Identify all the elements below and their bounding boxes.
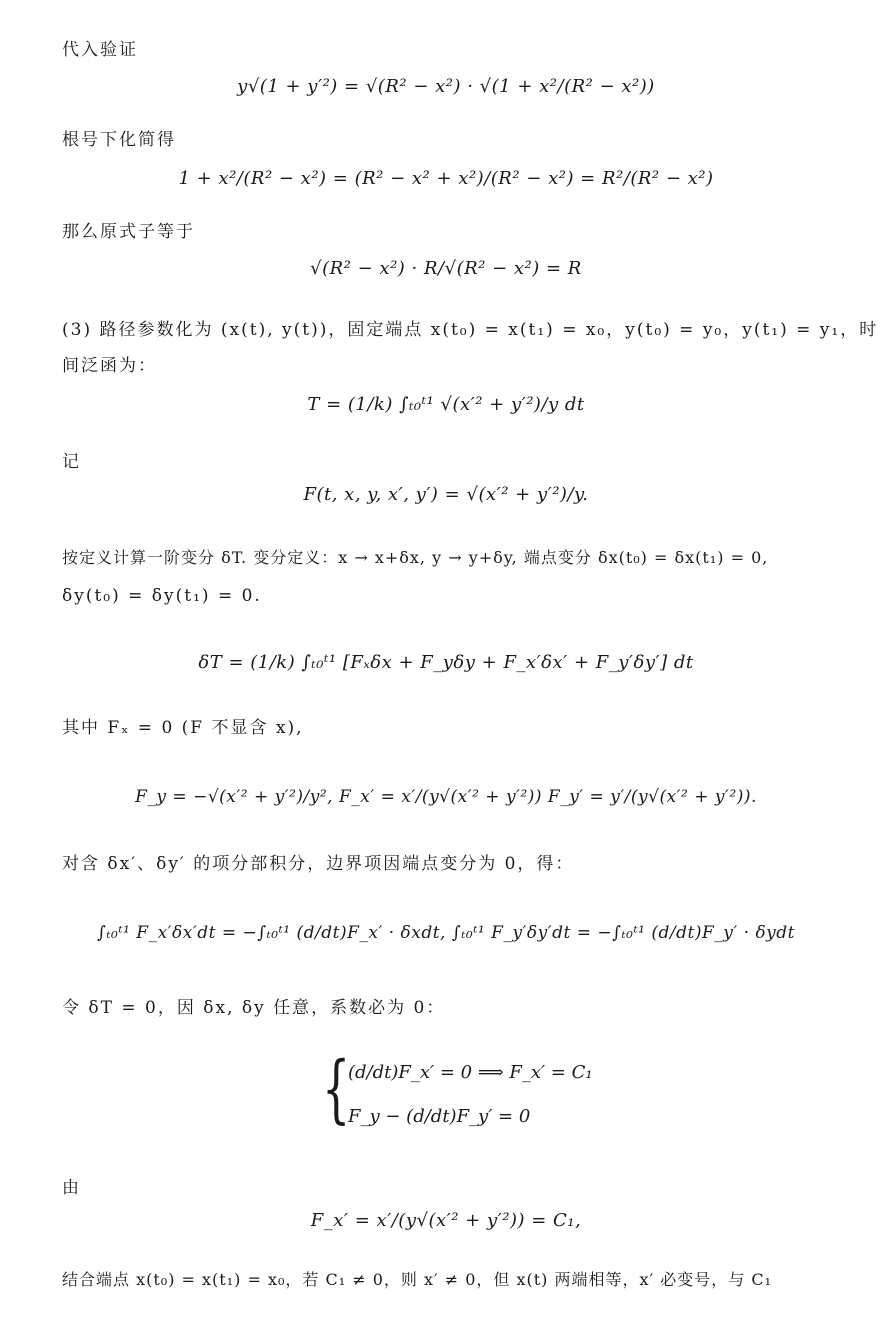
text-line: 结合端点 x(t₀) = x(t₁) = x₀，若 C₁ ≠ 0，则 x′ ≠ 0，但 x(t) 两端相等，x′ 必变号，与 C₁ xyxy=(62,1270,772,1289)
equation-system xyxy=(322,1044,652,1140)
equation: 1 + x²/(R² − x²) = (R² − x² + x²)/(R² − x²) = R²/(R² − x²) xyxy=(178,168,714,189)
text-line: 对含 δx′、δy′ 的项分部积分，边界项因端点变分为 0，得： xyxy=(62,854,575,874)
equation: F_x′ = x′/(y√(x′² + y′²)) = C₁, xyxy=(310,1210,582,1231)
equation: δT = (1/k) ∫ₜ₀ᵗ¹ [Fₓδx + F_yδy + F_x′δx′ + F_y′δy′] dt xyxy=(198,652,694,673)
equation: (d/dt)F_x′ = 0 ⟹ F_x′ = C₁ xyxy=(348,1062,593,1083)
text-line: 其中 Fₓ = 0 (F 不显含 x), xyxy=(62,718,304,738)
equation: F_y = −√(x′² + y′²)/y², F_x′ = x′/(y√(x′² + y′²)) F_y′ = y′/(y√(x′² + y′²)). xyxy=(135,787,757,807)
brace-icon: { xyxy=(322,1046,351,1132)
text-line: 根号下化简得 xyxy=(62,130,176,150)
text-line: 由 xyxy=(62,1178,81,1198)
equation: T = (1/k) ∫ₜ₀ᵗ¹ √(x′² + y′²)/y dt xyxy=(307,394,585,415)
equation: ∫ₜ₀ᵗ¹ F_x′δx′dt = −∫ₜ₀ᵗ¹ (d/dt)F_x′ · δxdt, ∫ₜ₀ᵗ¹ F_y′δy′dt = −∫ₜ₀ᵗ¹ (d/dt)F_y′ · δydt xyxy=(97,923,795,943)
text-line: 记 xyxy=(62,452,81,472)
equation: F_y − (d/dt)F_y′ = 0 xyxy=(348,1106,531,1127)
equation: √(R² − x²) · R/√(R² − x²) = R xyxy=(310,258,582,279)
text-line: 令 δT = 0，因 δx, δy 任意，系数必为 0： xyxy=(62,998,446,1018)
text-line: 代入验证 xyxy=(62,40,138,60)
equation: F(t, x, y, x′, y′) = √(x′² + y′²)/y. xyxy=(303,484,589,505)
text-line: 间泛函为： xyxy=(62,356,157,376)
text-line: (3) 路径参数化为 (x(t), y(t))，固定端点 x(t₀) = x(t₁) = x₀，y(t₀) = y₀，y(t₁) = y₁，时 xyxy=(62,320,879,340)
equation: y√(1 + y′²) = √(R² − x²) · √(1 + x²/(R² − x²)) xyxy=(237,76,655,97)
text-line: 那么原式子等于 xyxy=(62,222,195,242)
text-line: 按定义计算一阶变分 δT. 变分定义：x → x+δx, y → y+δy, 端点变分 δx(t₀) = δx(t₁) = 0, xyxy=(62,548,769,567)
text-line: δy(t₀) = δy(t₁) = 0. xyxy=(62,586,262,606)
